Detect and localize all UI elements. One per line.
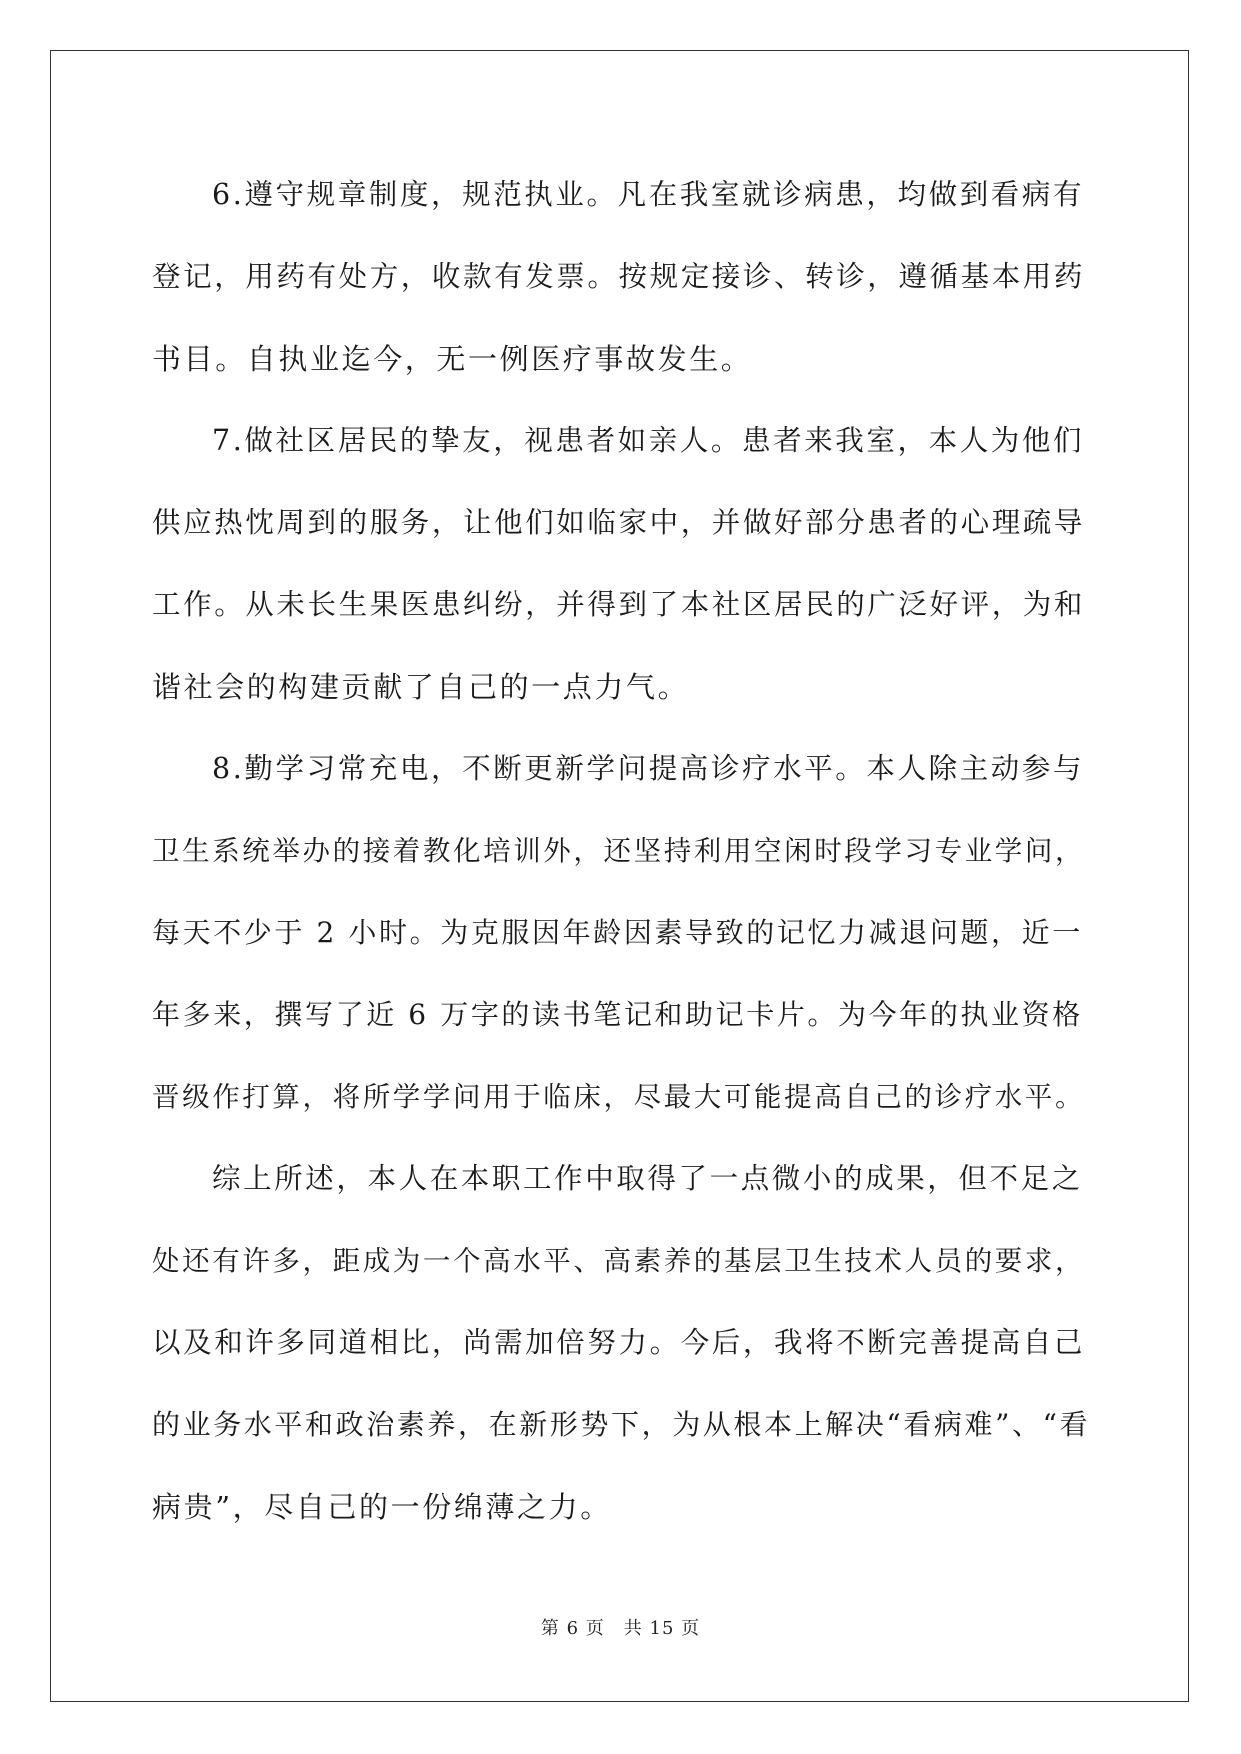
document-body — [152, 164, 1092, 1558]
paragraph-line: 晋级作打算，将所学学问用于临床，尽最大可能提高自己的诊疗水平。 — [152, 1081, 1086, 1113]
page-number-footer: 第 6 页 共 15 页 — [540, 1618, 701, 1639]
paragraph-line: 6.遵守规章制度，规范执业。凡在我室就诊病患，均做到看病有 — [212, 178, 1085, 211]
paragraph-line: 8.勤学习常充电，不断更新学问提高诊疗水平。本人除主动参与 — [212, 752, 1085, 785]
paragraph-line: 以及和许多同道相比，尚需加倍努力。今后，我将不断完善提高自己 — [152, 1326, 1086, 1359]
paragraph-line: 每天不少于 2 小时。为克服因年龄因素导致的记忆力减退问题，近一 — [152, 916, 1083, 949]
paragraph-line: 登记，用药有处方，收款有发票。按规定接诊、转诊，遵循基本用药 — [152, 260, 1086, 293]
paragraph-line: 综上所述，本人在本职工作中取得了一点微小的成果，但不足之 — [212, 1162, 1083, 1195]
paragraph-line: 卫生系统举办的接着教化培训外，还坚持利用空闲时段学习专业学问， — [152, 835, 1086, 867]
paragraph-line: 病贵”，尽自己的一份绵薄之力。 — [152, 1490, 612, 1524]
paragraph-line: 书目。自执业迄今，无一例医疗事故发生。 — [152, 342, 753, 376]
paragraph-line: 处还有许多，距成为一个高水平、高素养的基层卫生技术人员的要求， — [152, 1245, 1086, 1277]
paragraph-line: 年多来，撰写了近 6 万字的读书笔记和助记卡片。为今年的执业资格 — [152, 998, 1083, 1031]
paragraph-line: 的业务水平和政治素养，在新形势下，为从根本上解决“看病难”、“看 — [152, 1408, 1091, 1441]
paragraph-line: 谐社会的构建贡献了自己的一点力气。 — [152, 670, 690, 704]
paragraph-line: 7.做社区居民的挚友，视患者如亲人。患者来我室，本人为他们 — [212, 424, 1085, 457]
paragraph-line: 工作。从未长生果医患纠纷，并得到了本社区居民的广泛好评，为和 — [152, 588, 1086, 621]
paragraph-line: 供应热忱周到的服务，让他们如临家中，并做好部分患者的心理疏导 — [152, 506, 1086, 539]
